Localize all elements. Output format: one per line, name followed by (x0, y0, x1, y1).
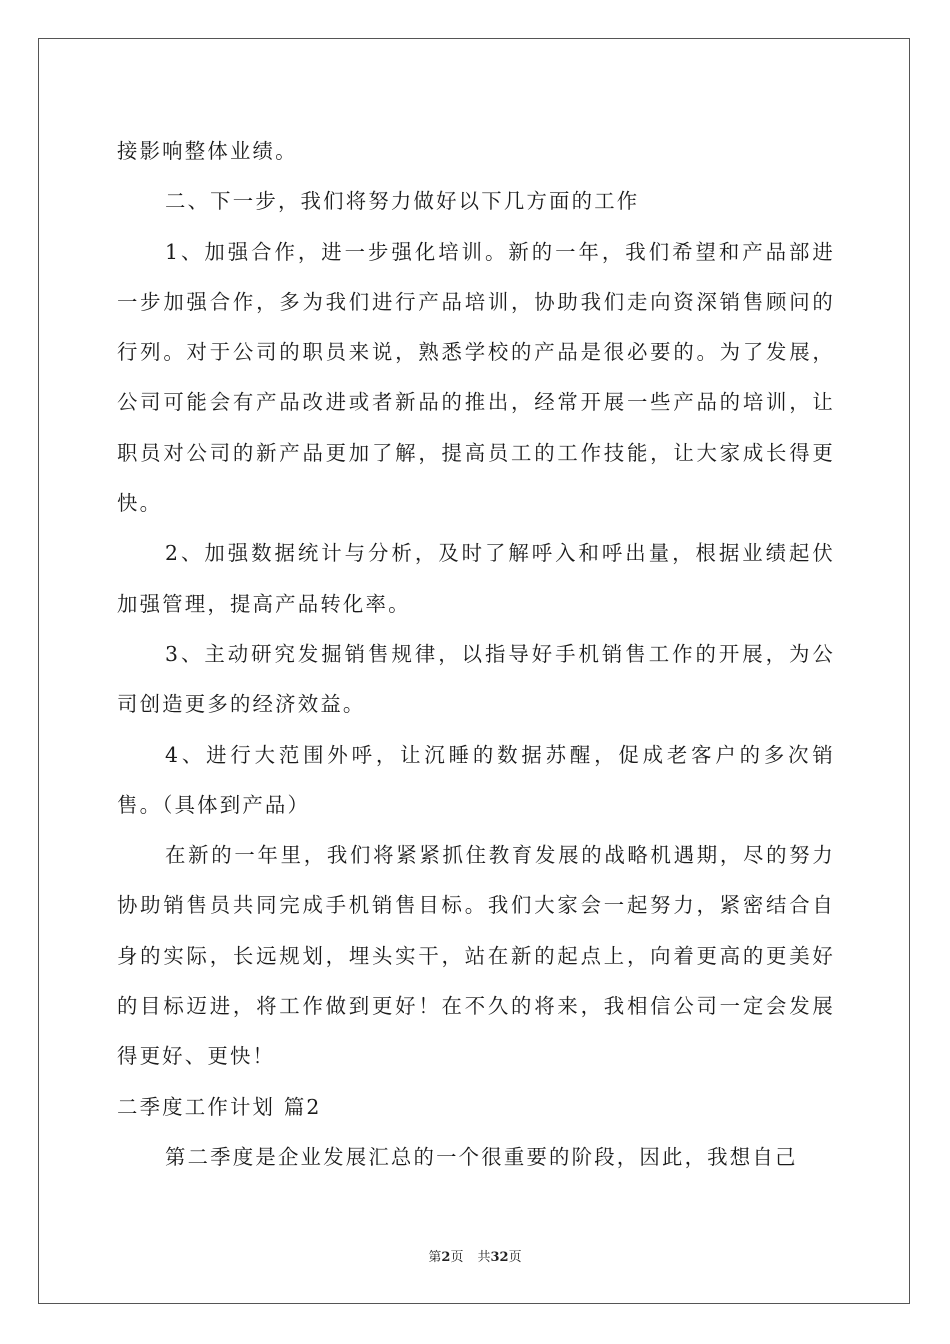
paragraph-item-1: 1、加强合作，进一步强化培训。新的一年，我们希望和产品部进一步加强合作，多为我们进行产品培训，协助我们走向资深销售顾问的行列。对于公司的职员来说，熟悉学校的产品是很必要的。为了发展，公司可能会有产品改进或者新品的推出，经常开展一些产品的培训，让职员对公司的新产品更加了解，提高员工的工作技能，让大家成长得更快。 (117, 239, 835, 516)
article-title-part-2: 二季度工作计划 篇2 (117, 1094, 322, 1119)
section-two-heading: 二、下一步，我们将努力做好以下几方面的工作 (165, 189, 640, 214)
paragraph-intro-part-2: 第二季度是企业发展汇总的一个很重要的阶段，因此，我想自己 (165, 1144, 798, 1169)
paragraph-item-3: 3、主动研究发掘销售规律，以指导好手机销售工作的开展，为公司创造更多的经济效益。 (117, 641, 835, 717)
paragraph-item-2: 2、加强数据统计与分析，及时了解呼入和呼出量，根据业绩起伏加强管理，提高产品转化率。 (117, 541, 835, 616)
paragraph-continuation: 接影响整体业绩。 (117, 139, 298, 163)
total-page-count: 32 (490, 1250, 509, 1265)
page-footer (0, 1246, 950, 1265)
paragraph-item-4: 4、进行大范围外呼，让沉睡的数据苏醒，促成老客户的多次销售。（具体到产品） (117, 742, 835, 817)
paragraph-conclusion: 在新的一年里，我们将紧紧抓住教育发展的战略机遇期，尽的努力协助销售员共同完成手机销售目标。我们大家会一起努力，紧密结合自身的实际，长远规划，埋头实干，站在新的起点上，向着更高的更美好的目标迈进，将工作做到更好！在不久的将来，我相信公司一定会发展得更好、更快！ (117, 843, 835, 1069)
page-mid: 页 (450, 1250, 464, 1265)
total-suffix: 页 (508, 1250, 522, 1265)
page-prefix: 第 (428, 1250, 442, 1265)
total-prefix: 共 (477, 1250, 491, 1265)
current-page-number: 2 (441, 1250, 451, 1265)
document-body (117, 126, 835, 1182)
